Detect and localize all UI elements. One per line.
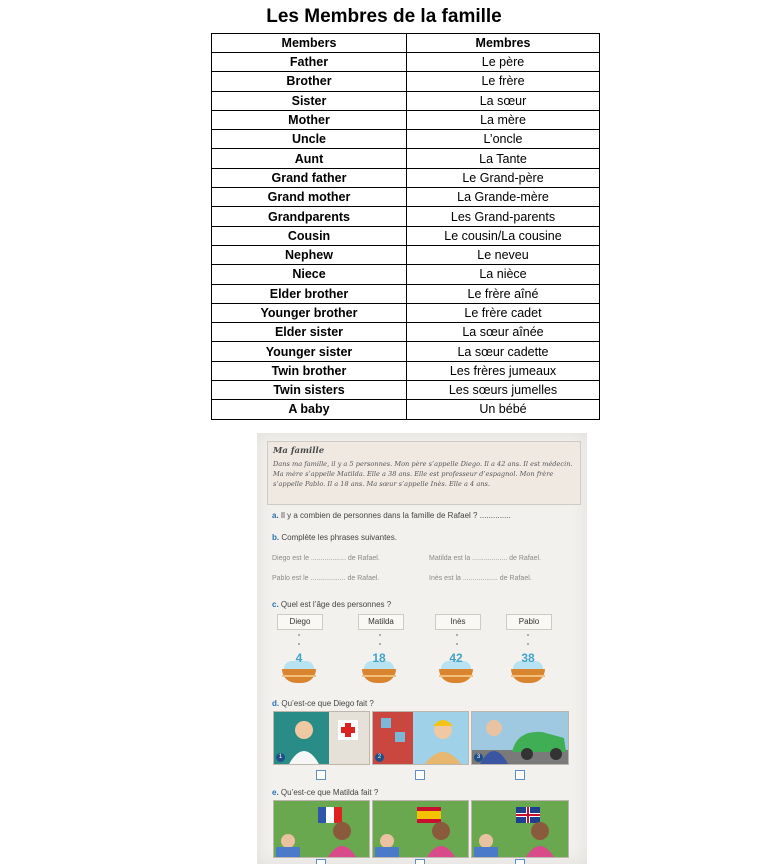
- english-term: Twin sisters: [212, 381, 407, 400]
- table-row: [212, 168, 600, 187]
- table-row: [212, 265, 600, 284]
- english-term: Mother: [212, 110, 407, 129]
- cake-icon: [511, 651, 545, 685]
- page-title: Les Membres de la famille: [266, 6, 502, 27]
- box-title: Ma famille: [273, 446, 325, 456]
- table-row: [212, 400, 600, 419]
- english-term: Aunt: [212, 149, 407, 168]
- english-term: Father: [212, 53, 407, 72]
- answer-checkbox[interactable]: [415, 770, 425, 780]
- table-row: [212, 72, 600, 91]
- french-term: Les frères jumeaux: [407, 361, 600, 380]
- cake-icon: [362, 651, 396, 685]
- table-row: [212, 188, 600, 207]
- blank-2: Matilda est la .................. de Rafael.: [429, 555, 542, 562]
- english-term: Cousin: [212, 226, 407, 245]
- column-header-membres: Membres: [407, 34, 600, 53]
- table-row: [212, 323, 600, 342]
- table-row: [212, 207, 600, 226]
- english-term: Nephew: [212, 245, 407, 264]
- answer-checkbox[interactable]: [316, 770, 326, 780]
- box-text: Dans ma famille, il y a 5 personnes. Mon père s’appelle Diego. Il a 42 ans. Il est médecin. Ma mère s’appelle Matilda. Elle a 38 ans. Elle est professeur d’espagnol. Mon frère s’appelle Pablo. Il a 18 ans. Ma sœur s’appelle Inès. Elle a 4 ans.: [273, 460, 573, 488]
- table-row: [212, 53, 600, 72]
- french-term: Le Grand-père: [407, 168, 600, 187]
- answer-checkbox[interactable]: [415, 859, 425, 864]
- dot: [298, 634, 300, 636]
- english-term: Elder sister: [212, 323, 407, 342]
- vocabulary-table: [211, 33, 600, 420]
- french-term: La Grande-mère: [407, 188, 600, 207]
- french-term: La sœur aînée: [407, 323, 600, 342]
- table-row: [212, 149, 600, 168]
- dot: [527, 643, 529, 645]
- english-term: Twin brother: [212, 361, 407, 380]
- cake-icon: [439, 651, 473, 685]
- english-term: A baby: [212, 400, 407, 419]
- english-term: Younger brother: [212, 303, 407, 322]
- english-term: Brother: [212, 72, 407, 91]
- table-row: [212, 361, 600, 380]
- french-term: Le neveu: [407, 245, 600, 264]
- person-tag: Matilda: [358, 614, 404, 630]
- cake-age: 18: [372, 651, 386, 665]
- table-header-row: [212, 34, 600, 53]
- english-teacher-illustration: [471, 800, 569, 858]
- french-term: Le frère cadet: [407, 303, 600, 322]
- french-term: Le frère aîné: [407, 284, 600, 303]
- builder-illustration: [372, 711, 469, 765]
- table-row: [212, 91, 600, 110]
- english-term: Grandparents: [212, 207, 407, 226]
- question-e-label: e.: [272, 788, 279, 797]
- question-c: [272, 600, 391, 609]
- french-term: Un bébé: [407, 400, 600, 419]
- dot: [456, 634, 458, 636]
- french-term: Le cousin/La cousine: [407, 226, 600, 245]
- question-a: [272, 511, 511, 520]
- cake-icon: [282, 651, 316, 685]
- english-term: Elder brother: [212, 284, 407, 303]
- person-tag: Diego: [277, 614, 323, 630]
- dot: [379, 634, 381, 636]
- english-term: Grand father: [212, 168, 407, 187]
- question-c-label: c.: [272, 600, 279, 609]
- french-term: La sœur: [407, 91, 600, 110]
- blank-1: Diego est le .................. de Rafael.: [272, 555, 380, 562]
- question-d: [272, 699, 374, 708]
- french-term: Le père: [407, 53, 600, 72]
- person-tag: Inès: [435, 614, 481, 630]
- ma-famille-box: [267, 441, 581, 505]
- table-row: [212, 130, 600, 149]
- person-tag: Pablo: [506, 614, 552, 630]
- cake-age: 42: [449, 651, 463, 665]
- english-term: Niece: [212, 265, 407, 284]
- table-row: [212, 303, 600, 322]
- table-row: [212, 381, 600, 400]
- table-row: [212, 342, 600, 361]
- french-term: L’oncle: [407, 130, 600, 149]
- table-row: [212, 110, 600, 129]
- french-term: Les Grand-parents: [407, 207, 600, 226]
- question-d-text: Qu’est-ce que Diego fait ?: [281, 699, 374, 708]
- table-row: [212, 284, 600, 303]
- french-term: La mère: [407, 110, 600, 129]
- dot: [379, 643, 381, 645]
- table-row: [212, 226, 600, 245]
- french-term: La Tante: [407, 149, 600, 168]
- panel-number-badge: 2: [375, 753, 384, 762]
- question-b-label: b.: [272, 533, 280, 542]
- answer-checkbox[interactable]: [515, 859, 525, 864]
- french-teacher-illustration: [273, 800, 370, 858]
- french-term: La sœur cadette: [407, 342, 600, 361]
- english-term: Younger sister: [212, 342, 407, 361]
- question-b-text: Complète les phrases suivantes.: [281, 533, 397, 542]
- panel-number-badge: 1: [276, 753, 285, 762]
- dot: [456, 643, 458, 645]
- english-term: Sister: [212, 91, 407, 110]
- table-row: [212, 245, 600, 264]
- blank-4: Inès est la .................. de Rafael.: [429, 575, 532, 582]
- question-d-label: d.: [272, 699, 280, 708]
- english-term: Grand mother: [212, 188, 407, 207]
- mechanic-illustration: [471, 711, 569, 765]
- question-e: [272, 788, 378, 797]
- question-b: [272, 533, 397, 542]
- french-term: La nièce: [407, 265, 600, 284]
- answer-checkbox[interactable]: [515, 770, 525, 780]
- cake-age: 4: [295, 651, 303, 665]
- doctor-illustration: [273, 711, 370, 765]
- question-e-text: Qu’est-ce que Matilda fait ?: [280, 788, 379, 797]
- column-header-members: Members: [212, 34, 407, 53]
- question-a-text: Il y a combien de personnes dans la famille de Rafael ? ..............: [280, 511, 511, 520]
- panel-number-badge: 3: [474, 753, 483, 762]
- french-term: Le frère: [407, 72, 600, 91]
- cake-age: 38: [521, 651, 535, 665]
- question-c-text: Quel est l’âge des personnes ?: [280, 600, 392, 609]
- french-term: Les sœurs jumelles: [407, 381, 600, 400]
- dot: [527, 634, 529, 636]
- dot: [298, 643, 300, 645]
- answer-checkbox[interactable]: [316, 859, 326, 864]
- blank-3: Pablo est le .................. de Rafael.: [272, 575, 380, 582]
- english-term: Uncle: [212, 130, 407, 149]
- worksheet-photo: [257, 433, 587, 864]
- spanish-teacher-illustration: [372, 800, 469, 858]
- question-a-label: a.: [272, 511, 279, 520]
